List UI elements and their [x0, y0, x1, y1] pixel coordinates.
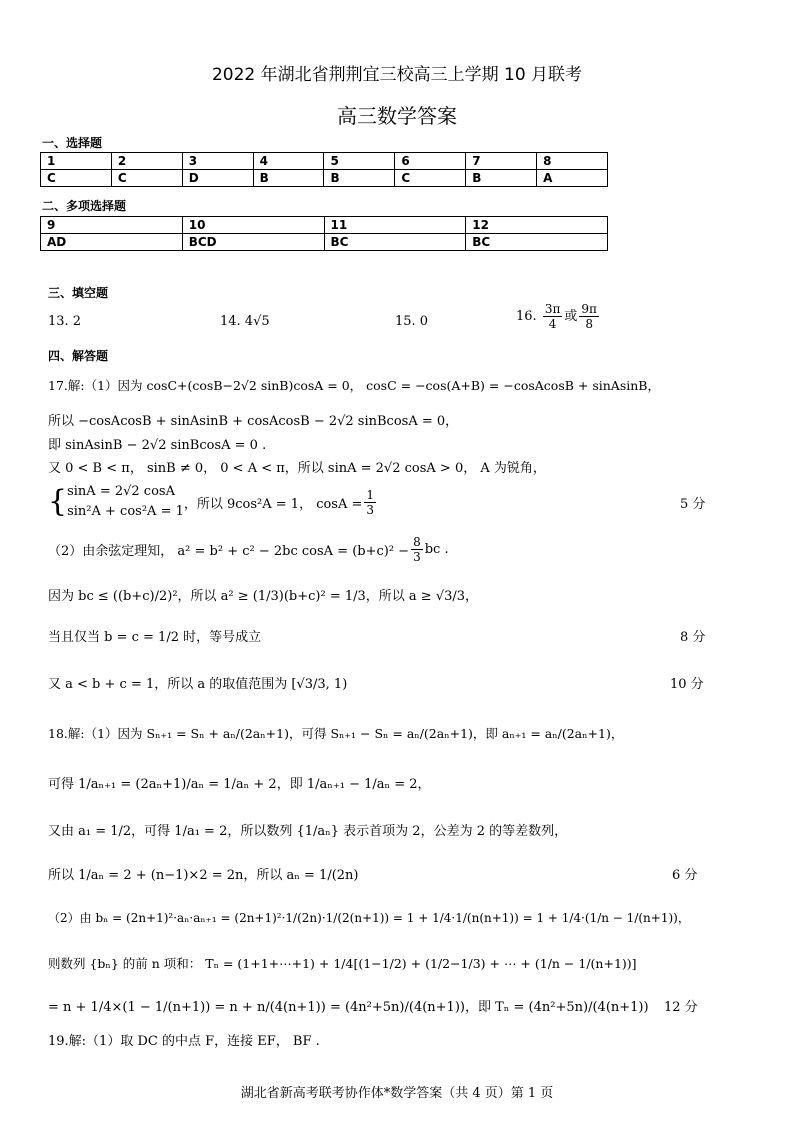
section3-heading: 三、填空题: [48, 286, 109, 300]
q17-line1: 17.解:（1）因为 cosC+(cosB−2√2 sinB)cosA = 0， cosC = −cos(A+B) = −cosAcosB + sinAsinB，: [48, 378, 660, 393]
table-cell: 4: [253, 153, 324, 170]
score-label: 8 分: [680, 630, 706, 645]
fraction: [411, 535, 423, 564]
answer-14: 14. 4√5: [220, 314, 270, 329]
q18-line6: 则数列 {bₙ} 的前 n 项和： Tₙ = (1+1+⋯+1) + 1/4[(1−1/2) + (1/2−1/3) + ⋯ + (1/n − 1/(n+1))]: [48, 956, 637, 971]
or-text: 或: [564, 309, 578, 324]
answer-16-label: 16.: [516, 309, 537, 324]
choice-answer-table: [40, 152, 608, 187]
page-footer: 湖北省新高考联考协作体*数学答案（共 4 页）第 1 页: [240, 1086, 554, 1101]
answer-15: 15. 0: [395, 314, 429, 329]
table-cell: 10: [182, 217, 324, 234]
q19-line1: 19.解:（1）取 DC 的中点 F，连接 EF， BF .: [48, 1034, 320, 1049]
document-title: 2022 年湖北省荆荆宜三校高三上学期 10 月联考: [211, 65, 583, 85]
table-cell: A: [537, 170, 608, 187]
q18-line3: 又由 a₁ = 1/2，可得 1/a₁ = 2，所以数列 {1/aₙ} 表示首项为 2，公差为 2 的等差数列，: [48, 824, 568, 839]
table-cell: B: [324, 170, 395, 187]
q18-line5: （2）由 bₙ = (2n+1)²·aₙ·aₙ₊₁ = (2n+1)²·1/(2n)·1/(2(n+1)) = 1 + 1/4·1/(n(n+1)) = 1 + 1/4·(1/n − 1/(n+1))，: [48, 911, 690, 925]
section2-heading: 二、多项选择题: [42, 199, 127, 213]
table-cell: BCD: [182, 234, 324, 251]
answer-13: 13. 2: [48, 314, 82, 329]
table-cell: C: [41, 170, 112, 187]
table-cell: 5: [324, 153, 395, 170]
fraction-denominator: 8: [585, 317, 593, 331]
fraction-denominator: 3: [366, 502, 375, 517]
fraction-numerator: 8: [413, 535, 421, 549]
fraction: [364, 488, 376, 517]
score-label: 10 分: [670, 677, 704, 692]
fraction-numerator: 3π: [544, 302, 561, 316]
table-cell: 2: [111, 153, 182, 170]
multi-choice-answer-table: [40, 216, 608, 251]
q17-part2-line2: 因为 bc ≤ ((b+c)/2)²，所以 a² ≥ (1/3)(b+c)² = 1/3，所以 a ≥ √3/3，: [48, 589, 479, 604]
equation: sinA = 2√2 cosA: [67, 484, 175, 499]
q17-line4: 又 0 < B < π， sinB ≠ 0， 0 < A < π，所以 sinA = 2√2 cosA > 0， A 为锐角，: [48, 461, 546, 476]
score-label: 6 分: [672, 868, 698, 883]
q17-part2-line3: 当且仅当 b = c = 1/2 时，等号成立: [48, 630, 262, 645]
table-cell: BC: [466, 234, 608, 251]
equation-text: bc .: [424, 542, 449, 557]
table-cell: B: [466, 170, 537, 187]
table-cell: D: [182, 170, 253, 187]
q17-part2-line4: 又 a < b + c = 1，所以 a 的取值范围为 [√3/3, 1): [48, 677, 348, 692]
table-cell: 8: [537, 153, 608, 170]
table-cell: AD: [41, 234, 183, 251]
left-brace: {: [48, 484, 68, 519]
answer-16: [516, 302, 601, 331]
table-row: [41, 217, 608, 234]
table-row: [41, 234, 608, 251]
table-row: [41, 153, 608, 170]
equation-system: [67, 482, 184, 522]
section4-heading: 四、解答题: [48, 349, 109, 363]
document-subtitle: 高三数学答案: [337, 104, 457, 128]
fraction-numerator: 9π: [581, 302, 597, 316]
q18-line7: = n + 1/4×(1 − 1/(n+1)) = n + n/(4(n+1)) = (4n²+5n)/(4(n+1))，即 Tₙ = (4n²+5n)/(4(n+1)): [48, 1000, 649, 1015]
table-cell: 1: [41, 153, 112, 170]
table-cell: 7: [466, 153, 537, 170]
fraction-numerator: 1: [366, 487, 375, 502]
table-row: [41, 170, 608, 187]
table-cell: 9: [41, 217, 183, 234]
table-cell: 3: [182, 153, 253, 170]
q18-line2: 可得 1/aₙ₊₁ = (2aₙ+1)/aₙ = 1/aₙ + 2，即 1/aₙ₊₁ − 1/aₙ = 2，: [48, 777, 431, 792]
equation: sin²A + cos²A = 1: [67, 504, 184, 519]
table-cell: 12: [466, 217, 608, 234]
section1-heading: 一、选择题: [42, 136, 103, 150]
fraction: [579, 302, 599, 331]
table-cell: 6: [395, 153, 466, 170]
score-label: 12 分: [664, 1000, 698, 1015]
table-cell: C: [111, 170, 182, 187]
q18-line4: 所以 1/aₙ = 2 + (n−1)×2 = 2n，所以 aₙ = 1/(2n): [48, 868, 359, 883]
table-cell: BC: [324, 234, 466, 251]
q17-conclusion: ，所以 9cos²A = 1， cosA =: [183, 496, 363, 512]
q17-system: [48, 482, 378, 522]
q18-line1: 18.解:（1）因为 Sₙ₊₁ = Sₙ + aₙ/(2aₙ+1)，可得 Sₙ₊₁ − Sₙ = aₙ/(2aₙ+1)，即 aₙ₊₁ = aₙ/(2aₙ+1)，: [48, 726, 624, 741]
score-label: 5 分: [680, 497, 706, 512]
fraction-denominator: 4: [548, 317, 557, 331]
table-cell: 11: [324, 217, 466, 234]
q17-line3: 即 sinAsinB − 2√2 sinBcosA = 0 .: [48, 438, 267, 453]
q17-part2-line1: [48, 535, 449, 564]
table-cell: C: [395, 170, 466, 187]
fraction: [543, 302, 563, 331]
q17-line2: 所以 −cosAcosB + sinAsinB + cosAcosB − 2√2 sinBcosA = 0，: [48, 414, 459, 429]
equation-text: （2）由余弦定理知， a² = b² + c² − 2bc cosA = (b+c)² −: [48, 544, 410, 559]
fraction-denominator: 3: [413, 550, 421, 564]
table-cell: B: [253, 170, 324, 187]
